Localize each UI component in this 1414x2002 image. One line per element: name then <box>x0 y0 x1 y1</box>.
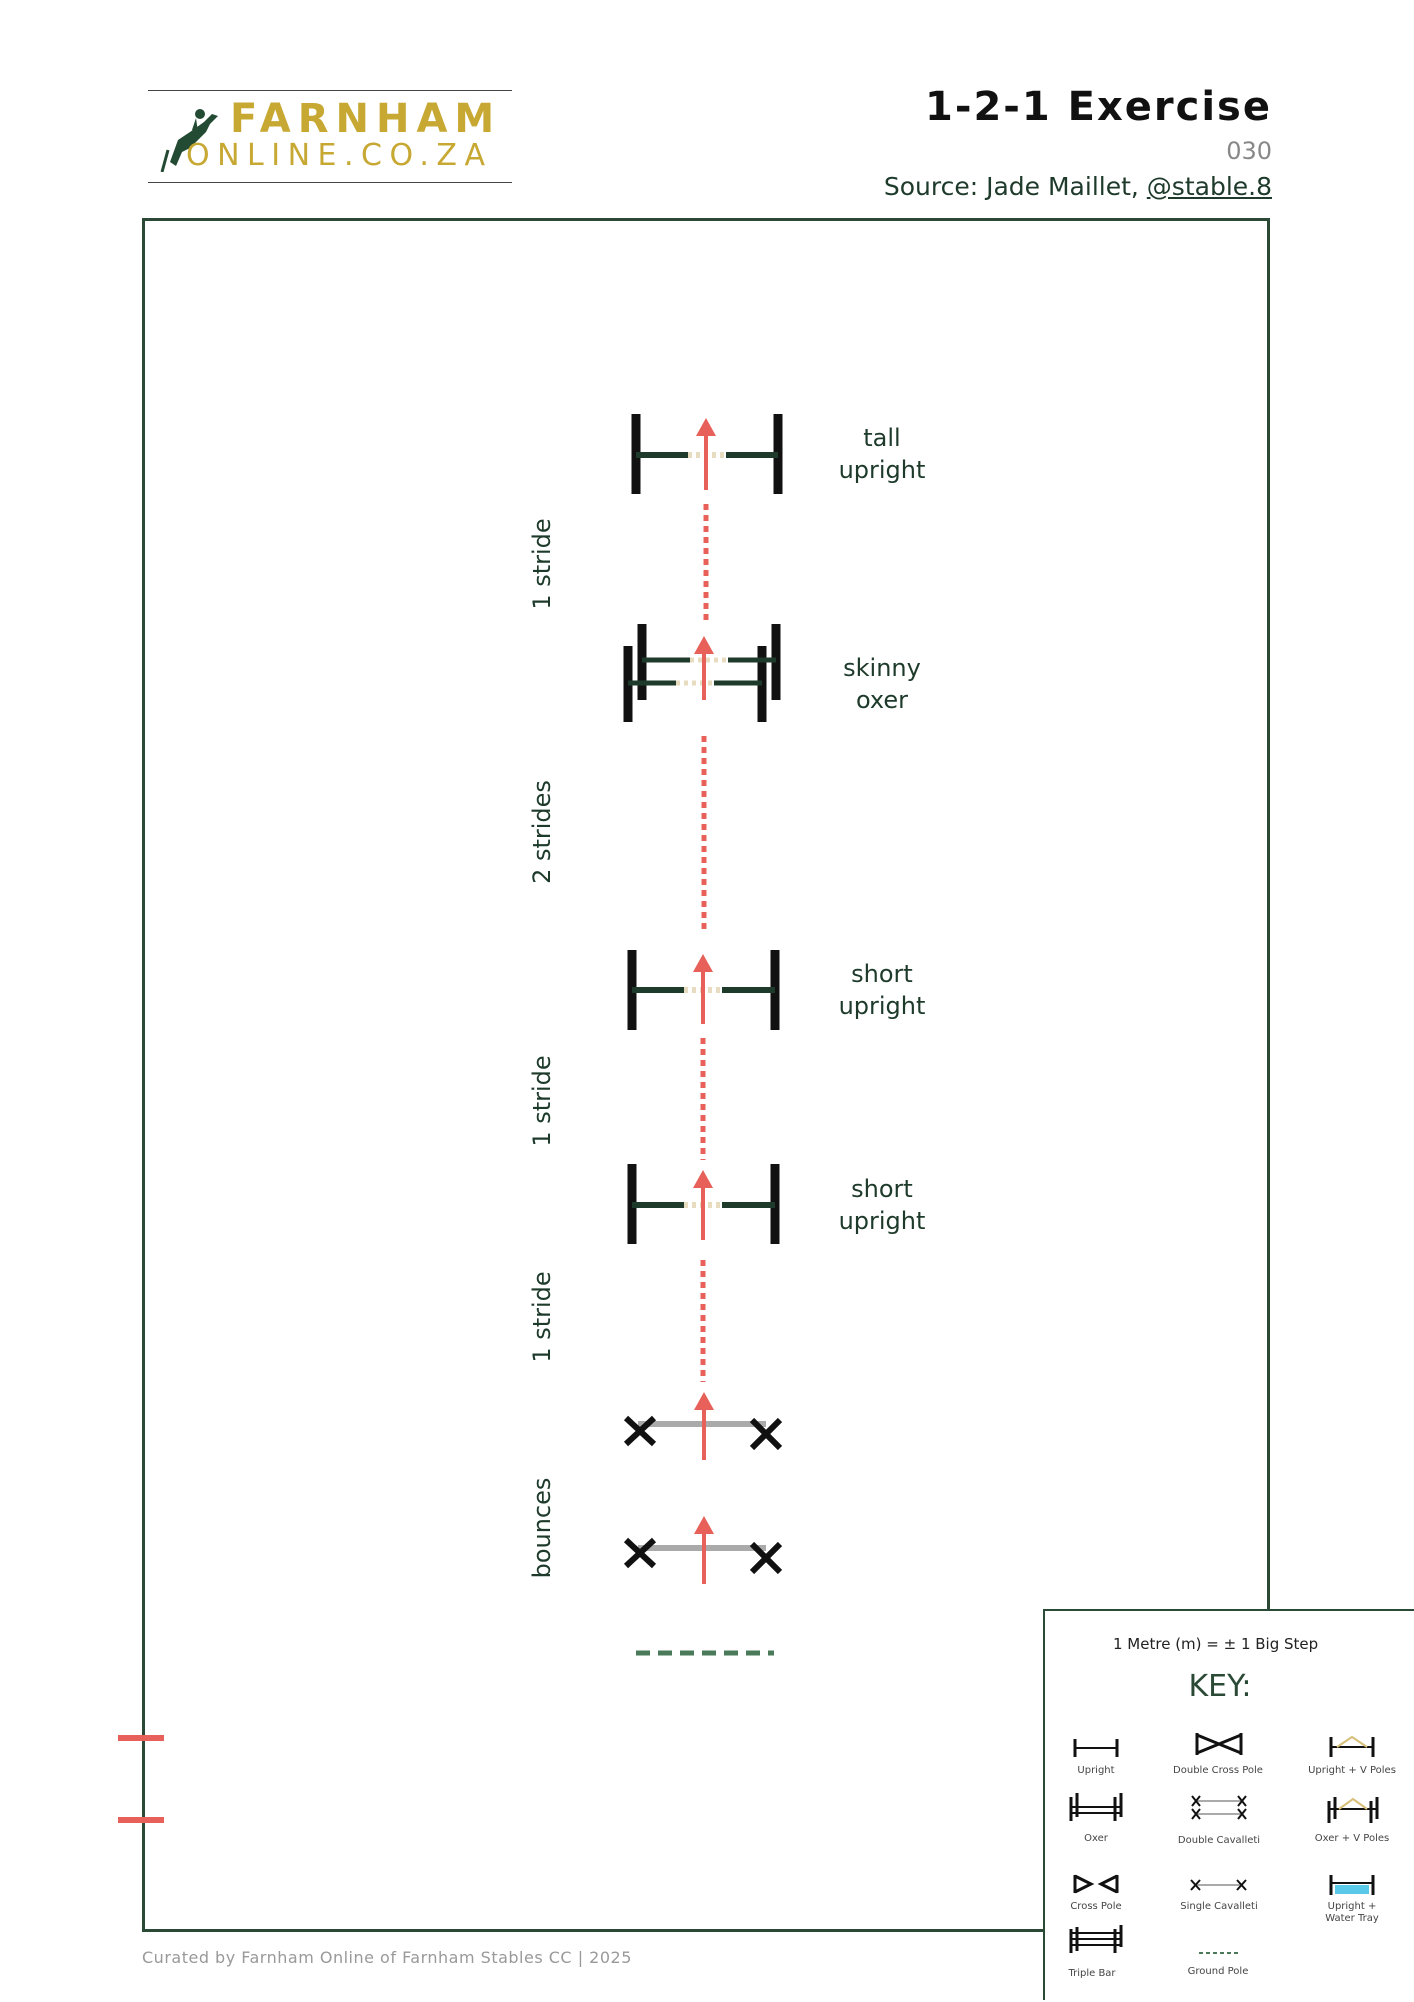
fence-short-upright-2 <box>632 1164 775 1244</box>
page-title: 1-2-1 Exercise <box>925 84 1272 130</box>
fence-label-2-line1: skinny <box>843 654 921 682</box>
scale-note: 1 Metre (m) = ± 1 Big Step <box>1113 1635 1319 1653</box>
fence-label-3-line1: short <box>851 960 913 988</box>
key-title: KEY: <box>1188 1669 1252 1704</box>
single-cavalleti-icon <box>1191 1880 1246 1890</box>
key-panel <box>1043 1609 1414 2000</box>
double-cross-pole-icon <box>1197 1733 1241 1755</box>
fence-label-4-line2: upright <box>838 1207 926 1235</box>
distance-label-2: 2 strides <box>528 780 556 884</box>
fence-tall-upright <box>636 414 778 494</box>
upright-v-poles-icon <box>1331 1737 1373 1757</box>
distance-label-1: 1 stride <box>528 518 556 610</box>
fence-skinny-oxer <box>628 624 776 722</box>
cavalleti-1 <box>626 1392 780 1460</box>
key-label-upright-water-line1: Upright + <box>1327 1901 1377 1912</box>
key-label-upright-v-poles: Upright + V Poles <box>1308 1765 1396 1776</box>
key-label-single-cavalleti: Single Cavalleti <box>1180 1901 1258 1912</box>
arena-gate <box>118 1738 164 1820</box>
distance-label-4: 1 stride <box>528 1271 556 1363</box>
triple-bar-icon <box>1071 1925 1121 1953</box>
key-label-double-cavalleti: Double Cavalleti <box>1177 1835 1261 1846</box>
fence-label-1-line2: upright <box>838 456 926 484</box>
distance-label-3: 1 stride <box>528 1055 556 1147</box>
fence-label-2-line2: oxer <box>855 686 909 714</box>
key-icons <box>1045 1611 1414 2002</box>
fence-label-4-line1: short <box>851 1175 913 1203</box>
source-handle-link[interactable]: @stable.8 <box>1146 172 1272 201</box>
oxer-v-poles-icon <box>1329 1797 1377 1823</box>
logo-brand-line1: FARNHAM <box>230 96 502 142</box>
fence-label-1-line1: tall <box>863 424 901 452</box>
key-label-upright-water-line2: Water Tray <box>1325 1913 1379 1924</box>
fence-short-upright-1 <box>632 950 775 1030</box>
key-label-double-cross-pole: Double Cross Pole <box>1173 1765 1263 1776</box>
key-label-upright: Upright <box>1077 1765 1115 1776</box>
upright-icon <box>1075 1739 1117 1757</box>
double-cavalleti-icon <box>1192 1796 1246 1819</box>
distance-label-5: bounces <box>528 1477 556 1579</box>
oxer-icon <box>1071 1793 1121 1821</box>
key-label-oxer-v-poles: Oxer + V Poles <box>1314 1833 1390 1844</box>
key-label-cross-pole: Cross Pole <box>1070 1901 1122 1912</box>
logo-brand-line2: ONLINE.CO.ZA <box>186 138 493 173</box>
upright-water-tray-icon <box>1331 1875 1373 1895</box>
footer-credit: Curated by Farnham Online of Farnham Stables CC | 2025 <box>142 1948 632 1967</box>
key-label-triple-bar: Triple Bar <box>1068 1968 1116 1979</box>
cross-pole-icon <box>1075 1875 1117 1893</box>
fence-label-3-line2: upright <box>838 992 926 1020</box>
exercise-code: 030 <box>1226 137 1272 165</box>
key-label-ground-pole: Ground Pole <box>1187 1966 1249 1977</box>
key-label-oxer: Oxer <box>1084 1833 1108 1844</box>
source-prefix: Source: Jade Maillet, <box>883 172 1147 201</box>
cavalleti-2 <box>626 1516 780 1584</box>
track-lines <box>703 504 706 1382</box>
